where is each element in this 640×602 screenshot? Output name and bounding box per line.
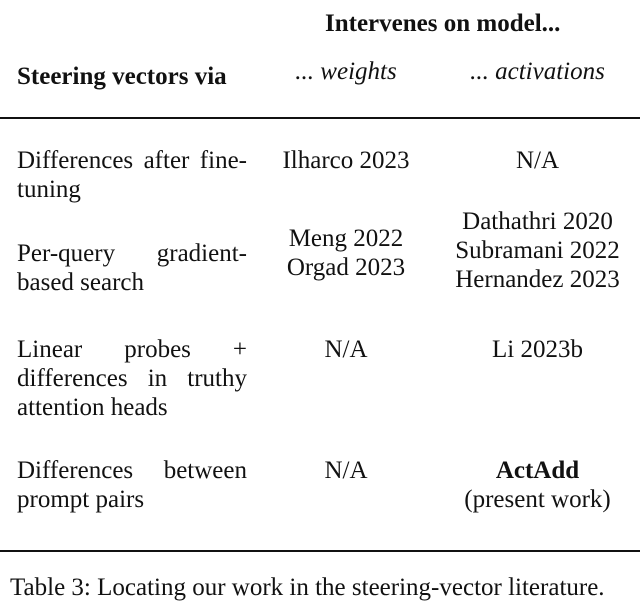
method-line: attention heads [17, 394, 168, 421]
super-header: Intervenes on model... [325, 10, 561, 37]
header-rule [0, 117, 640, 119]
activations-cell-row-3 [450, 335, 625, 364]
activations-cell-row-1 [450, 146, 625, 175]
weights-cell-row-1 [262, 146, 430, 175]
citation: Meng 2022 [288, 225, 404, 252]
citation: Dathathri 2020 [462, 208, 613, 235]
method-line: Differences after fine- [17, 147, 247, 174]
bottom-rule [0, 550, 640, 552]
method-line: prompt pairs [17, 486, 145, 513]
citation: Subramani 2022 [455, 237, 620, 264]
citation: Li 2023b [492, 336, 583, 363]
citation: Hernandez 2023 [455, 266, 620, 293]
method-cell-row-1 [17, 146, 247, 204]
method-line: Linear probes + [17, 336, 247, 363]
method-name: ActAdd [495, 457, 580, 484]
col-header-weights: ... weights [295, 58, 397, 85]
method-line: Differences between [17, 457, 247, 484]
citation: N/A [324, 336, 368, 363]
col-header-activations: ... activations [470, 58, 605, 85]
row-header: Steering vectors via [17, 63, 227, 90]
citation: (present work) [464, 486, 611, 513]
weights-cell-row-3 [262, 335, 430, 364]
method-line: tuning [17, 176, 81, 203]
method-cell-row-3 [17, 335, 247, 422]
citation: N/A [515, 147, 560, 174]
method-cell-row-2 [17, 239, 247, 297]
activations-cell-row-2 [450, 207, 625, 294]
weights-cell-row-2 [262, 224, 430, 282]
method-line: differences in truthy [17, 365, 247, 392]
table-caption: Table 3: Locating our work in the steering-vector literature. [10, 574, 605, 601]
method-line: based search [17, 269, 145, 296]
citation: Orgad 2023 [286, 254, 406, 281]
weights-cell-row-4 [262, 456, 430, 485]
activations-cell-row-4 [450, 456, 625, 514]
citation: N/A [324, 457, 368, 484]
citation: Ilharco 2023 [282, 147, 410, 174]
method-line: Per-query gradient- [17, 240, 247, 267]
method-cell-row-4 [17, 456, 247, 514]
